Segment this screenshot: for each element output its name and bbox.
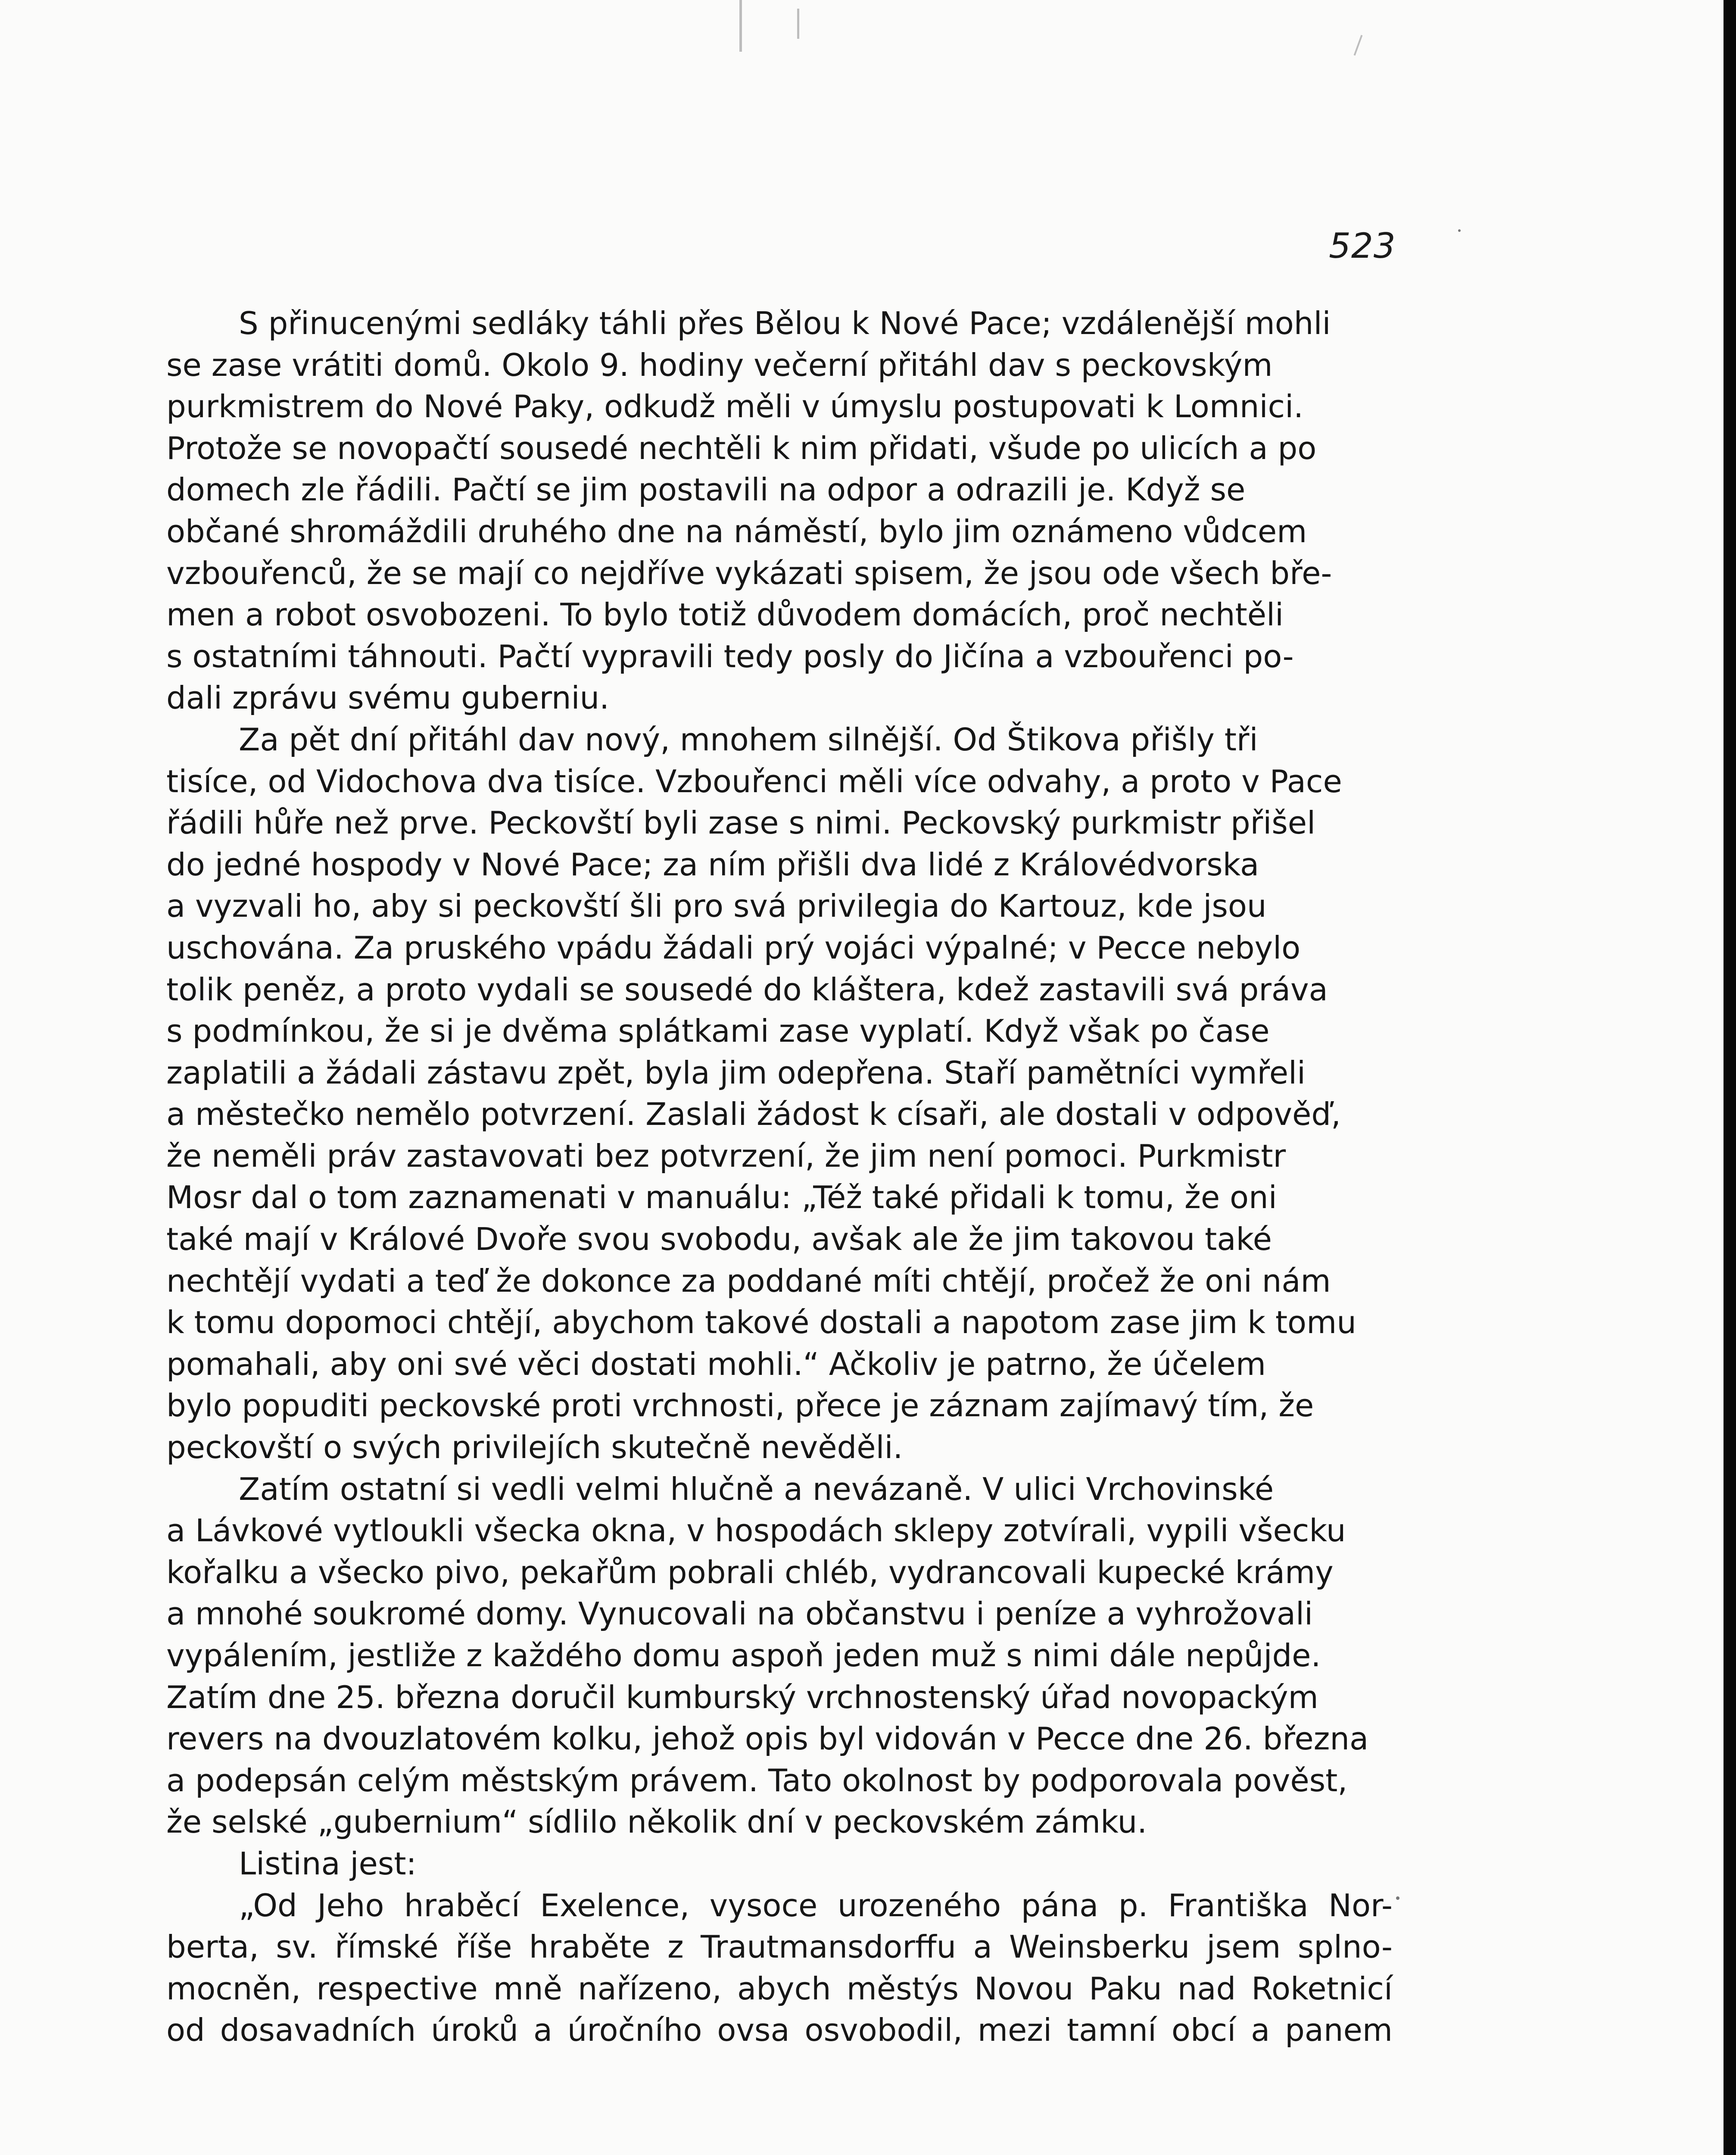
- dust-speck-3: [1458, 229, 1461, 232]
- page-number: 523: [1329, 226, 1396, 266]
- body-text: [166, 303, 1393, 2051]
- scan-mark-top-3: [1354, 35, 1363, 56]
- dust-speck-2: [1396, 1896, 1399, 1900]
- scan-edge-right: [1724, 0, 1736, 2155]
- paragraph-1: S přinucenými sedláky táhli přes Bělou k Nové Pace; vzdálenější mohli se zase vrátiti domů. Okolo 9. hodiny večerní přitáhl dav s peckovským purkmistrem do Nové Paky, odkudž měli v úmyslu postupovati k Lomnici. Protože se novopačtí sousedé nechtěli k nim přidati, všude po ulicích a po domech zle řádili. Pačtí se jim postavili na odpor a odrazili je. Když se občané shromáždili druhého dne na náměstí, bylo jim oznámeno vůdcem vzbouřenců, že se mají co nejdříve vykázati spisem, že jsou ode všech bře- men a robot osvobozeni. To bylo totiž důvodem domácích, proč nechtěli s ostatními táhnouti. Pačtí vypravili tedy posly do Jičína a vzbouřenci po- dali zprávu svému guberniu.: [166, 305, 1332, 716]
- paragraph-4: Listina jest:: [239, 1845, 417, 1882]
- scan-mark-top-1: [739, 0, 742, 52]
- paragraph-2: Za pět dní přitáhl dav nový, mnohem silnější. Od Štikova přišly tři tisíce, od Vidochova dva tisíce. Vzbouřenci měli více odvahy, a proto v Pace řádili hůře než prve. Peckovští byli zase s nimi. Peckovský purkmistr přišel do jedné hospody v Nové Pace; za ním přišli dva lidé z Královédvorska a vyzvali ho, aby si peckovští šli pro svá privilegia do Kartouz, kde jsou uschována. Za pruského vpádu žádali prý vojáci výpalné; v Pecce nebylo tolik peněz, a proto vydali se sousedé do kláštera, kdež zastavili svá práva s podmínkou, že si je dvěma splátkami zase vyplatí. Když však po čase zaplatili a žádali zástavu zpět, byla jim odepřena. Staří pamětníci vymřeli a městečko nemělo potvrzení. Zaslali žádost k císaři, ale dostali v odpověď, že neměli práv zastavovati bez potvrzení, že jim není pomoci. Purkmistr Mosr dal o tom zaznamenati v manuálu: „Též také přidali k tomu, že oni také mají v Králové Dvoře svou svobodu, avšak ale že jim takovou také nechtějí vydati a teď že dokonce za poddané míti chtějí, pročež že oni nám k tomu dopomoci chtějí, abychom takové dostali a napotom zase jim k tomu pomahali, aby oni své věci dostati mohli.“ Ačkoliv je patrno, že účelem bylo popuditi peckovské proti vrchnosti, přece je záznam zajímavý tím, že peckovští o svých privilejích skutečně nevěděli.: [166, 721, 1356, 1466]
- paragraph-5: „Od Jeho hraběcí Exelence, vysoce urozeného pána p. Františka Nor- berta, sv. římské říše hraběte z Trautmansdorffu a Weinsberku jsem splno- mocněn, respective mně nařízeno, abych městýs Novou Paku nad Roketnicí od dosavadních úroků a úročního ovsa osvobodil, mezi tamní obcí a panem: [166, 1887, 1393, 2049]
- scan-mark-top-2: [797, 9, 799, 39]
- paragraph-3: Zatím ostatní si vedli velmi hlučně a nevázaně. V ulici Vrchovinské a Lávkové vytloukli všecka okna, v hospodách sklepy zotvírali, vypili všecku kořalku a všecko pivo, pekařům pobrali chléb, vydrancovali kupecké krámy a mnohé soukromé domy. Vynucovali na občanstvu i peníze a vyhrožovali vypálením, jestliže z každého domu aspoň jeden muž s nimi dále nepůjde. Zatím dne 25. března doručil kumburský vrchnostenský úřad novopackým revers na dvouzlatovém kolku, jehož opis byl vidován v Pecce dne 26. března a podepsán celým městským právem. Tato okolnost by podporovala pověst, že selské „gubernium“ sídlilo několik dní v peckovském zámku.: [166, 1471, 1369, 1840]
